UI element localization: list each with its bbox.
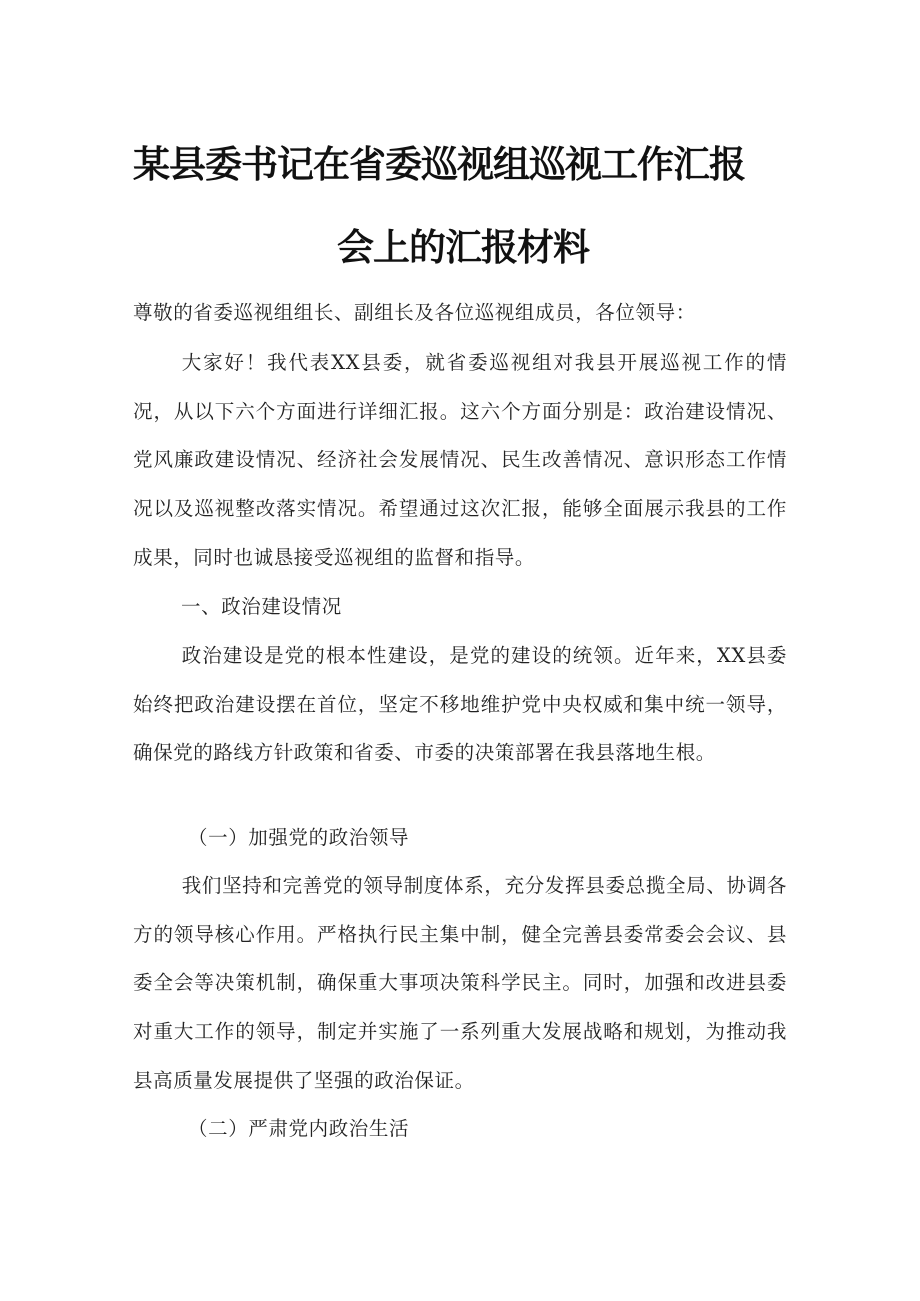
document-title-line-2: 会上的汇报材料 [337,226,589,269]
paragraph-intro: 大家好！我代表XX县委，就省委巡视组对我县开展巡视工作的情况，从以下六个方面进行详细汇报。这六个方面分别是：政治建设情况、党风廉政建设情况、经济社会发展情况、民生改善情况、意识形态工作情况以及巡视整改落实情况。希望通过这次汇报，能够全面展示我县的工作成果，同时也诚恳接受巡视组的监督和指导。 [133,351,787,569]
document-title-line-1: 某县委书记在省委巡视组巡视工作汇报 [133,143,745,186]
subsection-heading-party-political-life: （二）严肃党内政治生活 [188,1117,410,1140]
section-heading-political-construction: 一、政治建设情况 [181,595,342,618]
paragraph-strengthen-leadership: 我们坚持和完善党的领导制度体系，充分发挥县委总揽全局、协调各方的领导核心作用。严格执行民主集中制，健全完善县委常委会会议、县委全会等决策机制，确保重大事项决策科学民主。同时，加强和改进县委对重大工作的领导，制定并实施了一系列重大发展战略和规划，为推动我县高质量发展提供了坚强的政治保证。 [133,874,787,1092]
salutation: 尊敬的省委巡视组组长、副组长及各位巡视组成员，各位领导： [133,301,696,324]
paragraph-political-construction: 政治建设是党的根本性建设，是党的建设的统领。近年来，XX县委始终把政治建设摆在首位，坚定不移地维护党中央权威和集中统一领导，确保党的路线方针政策和省委、市委的决策部署在我县落地生根。 [133,644,787,765]
subsection-heading-strengthen-leadership: （一）加强党的政治领导 [188,826,410,849]
